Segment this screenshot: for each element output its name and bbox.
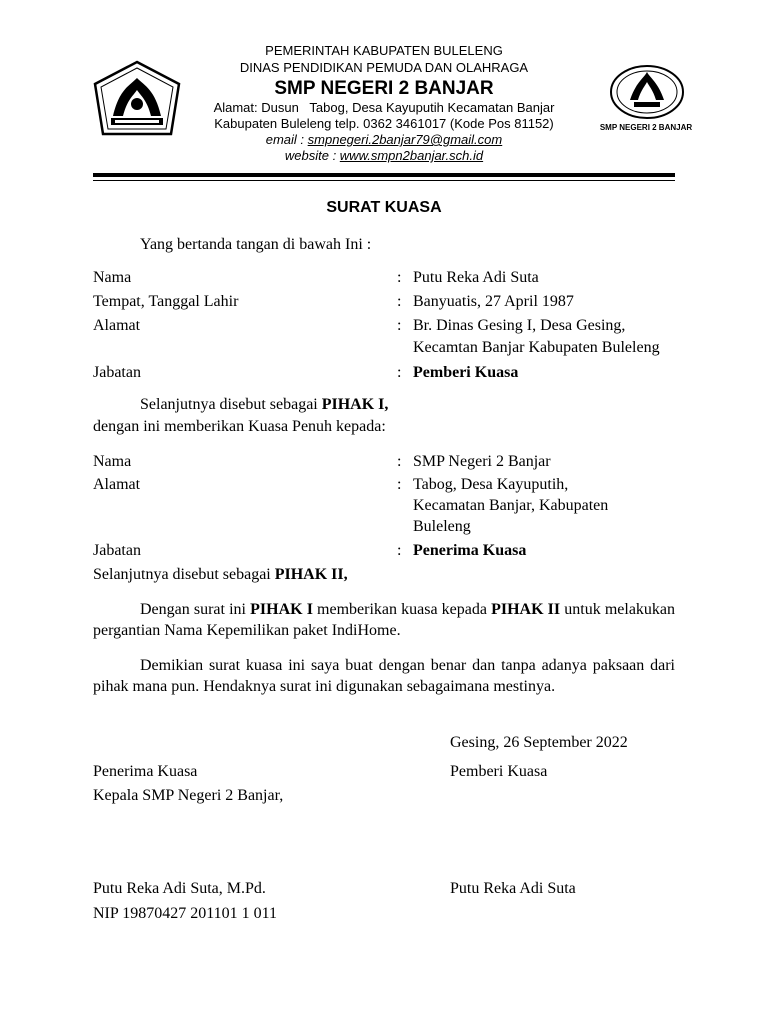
receiver-address-value-line3: Buleleng bbox=[413, 518, 471, 535]
giver-name-label: Nama bbox=[93, 269, 132, 286]
receiver-sign-name: Putu Reka Adi Suta, M.Pd. bbox=[93, 880, 266, 897]
para1-part-c: memberikan kuasa kepada bbox=[312, 601, 492, 618]
receiver-position-colon: : bbox=[397, 542, 402, 559]
giver-name-colon: : bbox=[397, 269, 402, 286]
grant-line: dengan ini memberikan Kuasa Penuh kepada: bbox=[93, 418, 386, 435]
address-line-1: Alamat: Dusun Tabog, Desa Kayuputih Kecamatan Banjar bbox=[213, 100, 555, 115]
giver-address-value-line1: Br. Dinas Gesing I, Desa Gesing, bbox=[413, 317, 626, 334]
letter-title: SURAT KUASA bbox=[326, 199, 442, 216]
receiver-name-label: Nama bbox=[93, 453, 132, 470]
website-label: website : bbox=[284, 148, 340, 163]
school-logo-caption: SMP NEGERI 2 BANJAR bbox=[599, 123, 693, 132]
para1-pihak1: PIHAK I bbox=[250, 601, 313, 618]
email-line bbox=[0, 132, 768, 148]
pihak1-prefix: Selanjutnya disebut sebagai bbox=[140, 396, 322, 413]
giver-position-colon: : bbox=[397, 364, 402, 381]
pihak2-prefix: Selanjutnya disebut sebagai bbox=[93, 566, 275, 583]
receiver-sign-title: Kepala SMP Negeri 2 Banjar, bbox=[93, 787, 284, 804]
receiver-sign-label: Penerima Kuasa bbox=[93, 763, 198, 780]
pihak2-line bbox=[93, 565, 348, 585]
receiver-address-value-line2: Kecamatan Banjar, Kabupaten bbox=[413, 497, 609, 514]
giver-address-label: Alamat bbox=[93, 317, 141, 334]
receiver-address-label: Alamat bbox=[93, 476, 141, 493]
letterhead-divider-thick bbox=[93, 173, 675, 177]
school-name: SMP NEGERI 2 BANJAR bbox=[274, 78, 494, 99]
place-date: Gesing, 26 September 2022 bbox=[450, 734, 628, 751]
letterhead-divider-thin bbox=[93, 180, 675, 181]
receiver-name-colon: : bbox=[397, 453, 402, 470]
pihak2-label: PIHAK II, bbox=[274, 566, 348, 583]
department-line: DINAS PENDIDIKAN PEMUDA DAN OLAHRAGA bbox=[239, 60, 529, 75]
para1-part-e: untuk melakukan pergantian Nama Kepemilikan paket IndiHome. bbox=[93, 601, 676, 639]
giver-position-label: Jabatan bbox=[93, 364, 141, 381]
giver-position-value: Pemberi Kuasa bbox=[413, 364, 519, 381]
government-line: PEMERINTAH KABUPATEN BULELENG bbox=[265, 43, 503, 58]
giver-name-value: Putu Reka Adi Suta bbox=[413, 269, 539, 286]
giver-address-colon: : bbox=[397, 317, 402, 334]
receiver-name-value: SMP Negeri 2 Banjar bbox=[413, 453, 551, 470]
receiver-nip: NIP 19870427 201101 1 011 bbox=[93, 905, 277, 922]
closing-paragraph: Demikian surat kuasa ini saya buat dengan benar dan tanpa adanya paksaan dari pihak mana pun. Hendaknya surat ini digunakan sebagaimana mestinya. bbox=[93, 657, 675, 695]
giver-birth-colon: : bbox=[397, 293, 402, 310]
opening-line: Yang bertanda tangan di bawah Ini : bbox=[140, 236, 372, 253]
website-line bbox=[0, 148, 768, 164]
pihak1-line bbox=[140, 395, 388, 415]
receiver-address-value-line1: Tabog, Desa Kayuputih, bbox=[413, 476, 569, 493]
giver-sign-name: Putu Reka Adi Suta bbox=[450, 880, 576, 897]
email-link[interactable]: smpnegeri.2banjar79@gmail.com bbox=[307, 132, 503, 147]
giver-birth-value: Banyuatis, 27 April 1987 bbox=[413, 293, 574, 310]
email-label: email : bbox=[265, 132, 308, 147]
receiver-address-colon: : bbox=[397, 476, 402, 493]
website-link[interactable]: www.smpn2banjar.sch.id bbox=[339, 148, 484, 163]
para1-pihak2: PIHAK II bbox=[491, 601, 561, 618]
receiver-position-value: Penerima Kuasa bbox=[413, 542, 527, 559]
pihak1-label: PIHAK I, bbox=[321, 396, 389, 413]
giver-address-value-line2: Kecamtan Banjar Kabupaten Buleleng bbox=[413, 339, 660, 356]
para1-part-a: Dengan surat ini bbox=[140, 601, 251, 618]
giver-birth-label: Tempat, Tanggal Lahir bbox=[93, 293, 239, 310]
receiver-position-label: Jabatan bbox=[93, 542, 141, 559]
address-line-2: Kabupaten Buleleng telp. 0362 3461017 (Kode Pos 81152) bbox=[214, 116, 554, 131]
authorization-paragraph bbox=[93, 599, 675, 641]
giver-sign-label: Pemberi Kuasa bbox=[450, 763, 548, 780]
